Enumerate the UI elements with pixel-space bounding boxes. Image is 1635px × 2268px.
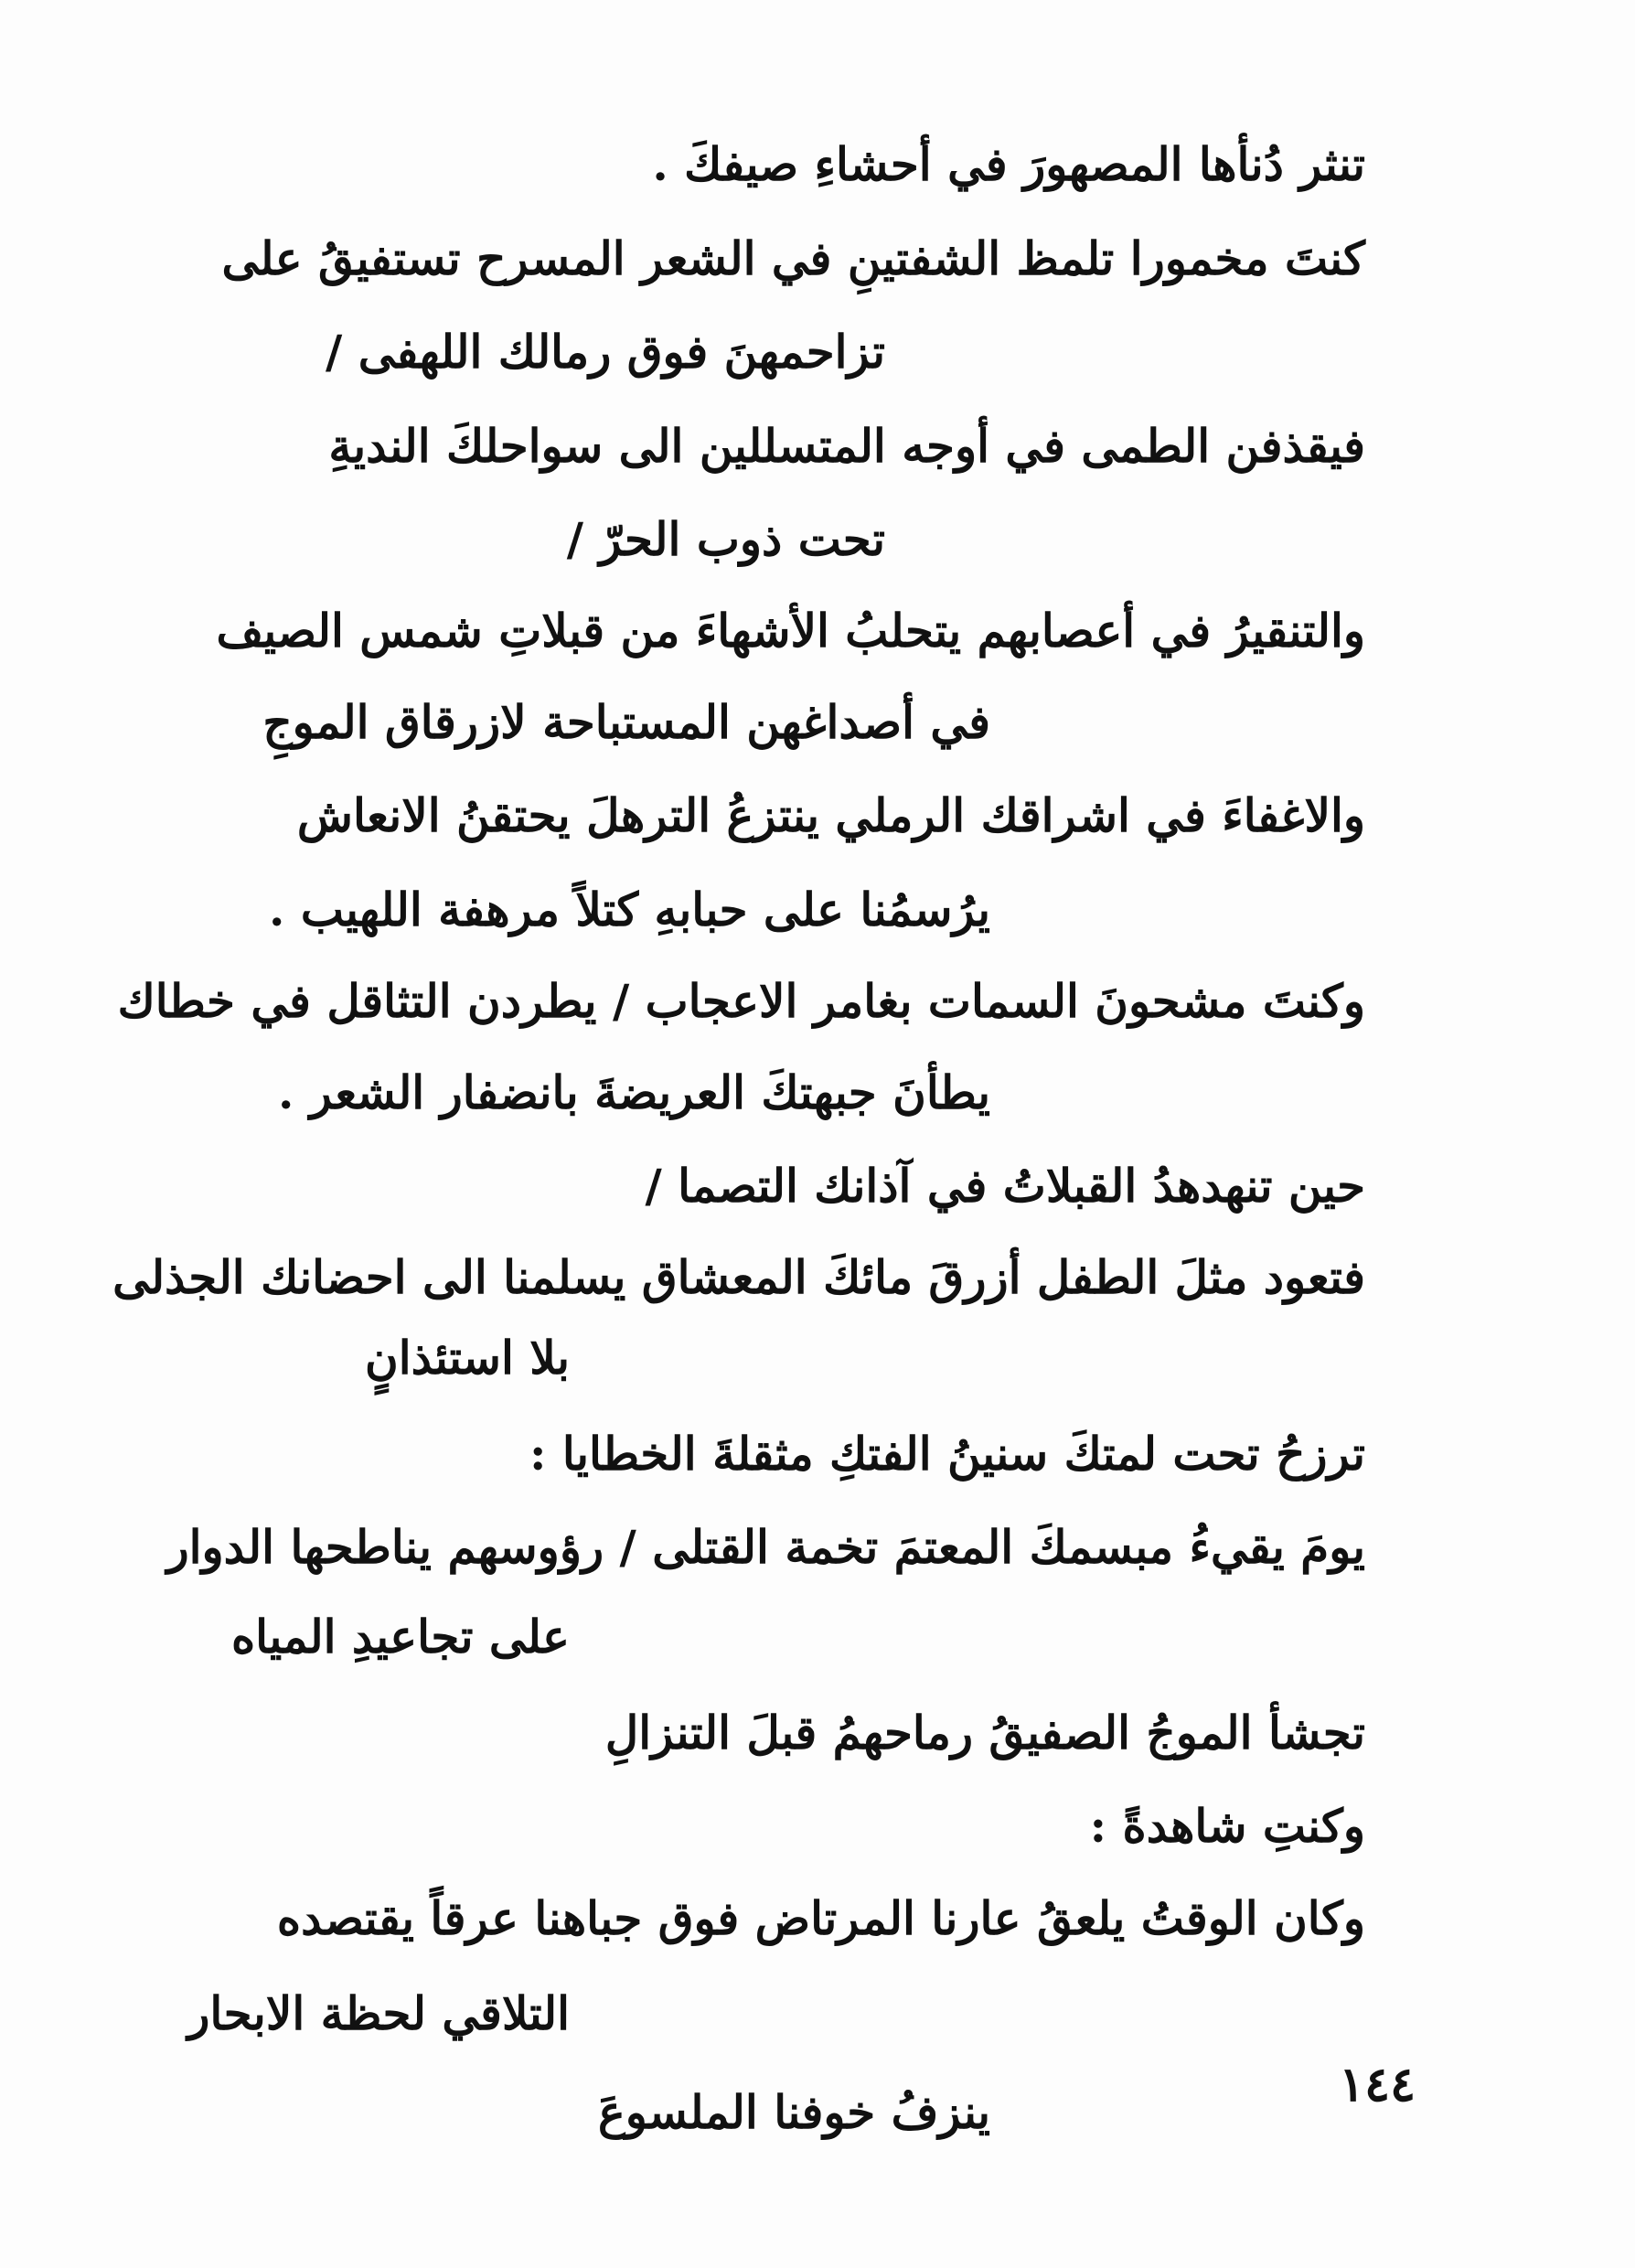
- poem-line-19: وكنتِ شاهدةً :: [1089, 1799, 1365, 1853]
- poem-line-9: يرُسمُنا على حبابهِ كتلاً مرهفة اللهيب .: [269, 883, 990, 936]
- poem-line-10: وكنتَ مشحونَ السمات بغامر الاعجاب / يطردن التثاقل في خطاك: [117, 974, 1365, 1028]
- poem-line-1: تنثر دُنأها المصهورَ في أحشاءِ صيفكَ .: [652, 137, 1365, 191]
- poem-line-16: يومَ يقيءُ مبسمكَ المعتمَ تخمة القتلى / رؤوسهم يناطحها الدوار: [166, 1520, 1365, 1574]
- poem-line-14: بلا استئذانٍ: [365, 1331, 570, 1385]
- poem-line-7: في أصداغهن المستباحة لازرقاق الموجِ: [262, 695, 990, 749]
- poem-line-6: والتنقيرُ في أعصابهم يتحلبُ الأشهاءَ من قبلاتِ شمس الصيف: [216, 604, 1365, 658]
- poem-line-21: التلاقي لحظة الابحار: [187, 1986, 570, 2040]
- page-number: ١٤٤: [1339, 2057, 1416, 2113]
- poem-line-12: حين تنهدهدُ القبلاتُ في آذانك التصما /: [645, 1159, 1365, 1213]
- poem-line-13: فتعود مثلَ الطفل أزرقَ مائكَ المعشاق يسلمنا الى احضانك الجذلى: [112, 1250, 1365, 1304]
- poem-line-17: على تجاعيدِ المياه: [230, 1610, 570, 1664]
- poem-line-20: وكان الوقتُ يلعقُ عارنا المرتاض فوق جباهنا عرقاً يقتصده: [276, 1891, 1365, 1945]
- poem-line-2: كنتَ مخمورا تلمظ الشفتينِ في الشعر المسرح تستفيقُ على: [221, 231, 1365, 285]
- poem-line-5: تحت ذوب الحرّ /: [566, 512, 885, 566]
- poem-line-11: يطأنَ جبهتكَ العريضةَ بانضفار الشعر .: [277, 1065, 990, 1119]
- poem-line-3: تزاحمهنَ فوق رمالك اللهفى /: [326, 325, 885, 379]
- poem-line-15: ترزحُ تحت لمتكَ سنينُ الفتكِ مثقلةَ الخطايا :: [529, 1427, 1365, 1481]
- poem-line-4: فيقذفن الطمى في أوجه المتسللين الى سواحلكَ النديةِ: [328, 419, 1365, 473]
- poem-line-8: والاغفاءَ في اشراقك الرملي ينتزعُ الترهلَ يحتقنُ الانعاش: [296, 788, 1365, 842]
- poem-line-18: تجشأ الموجُ الصفيقُ رماحهمُ قبلَ التنزالِ: [604, 1706, 1365, 1760]
- poem-line-22: ينزفُ خوفنا الملسوعَ: [597, 2085, 990, 2139]
